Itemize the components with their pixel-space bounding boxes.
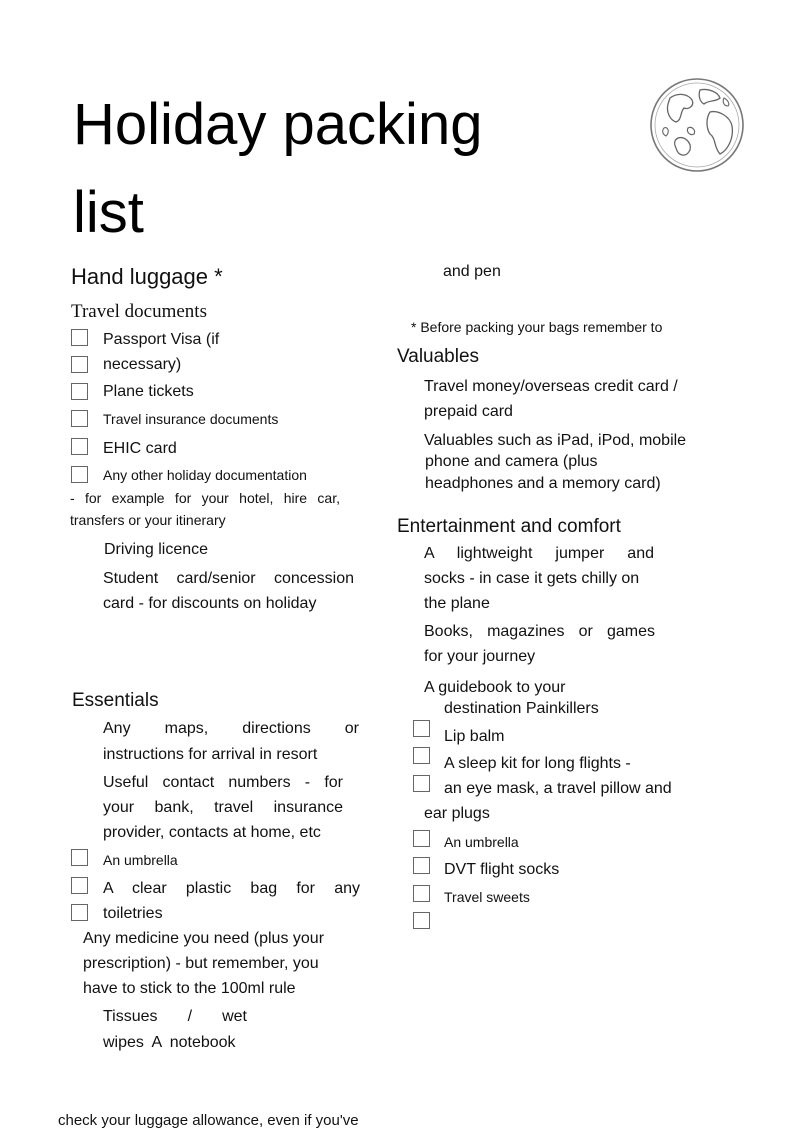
books-label: Books, magazines or games xyxy=(424,623,655,640)
page-title-line-1: Holiday packing xyxy=(73,92,483,157)
travel-money-label: Travel money/overseas credit card / xyxy=(424,378,678,395)
sleep-kit-label-end: ear plugs xyxy=(424,805,490,822)
packing-note: * Before packing your bags remember to xyxy=(411,319,663,335)
travel-insurance-label: Travel insurance documents xyxy=(103,411,279,427)
maps-label-cont: instructions for arrival in resort xyxy=(103,746,318,763)
ehic-checkbox[interactable] xyxy=(71,438,88,455)
other-docs-label-end: transfers or your itinerary xyxy=(70,512,226,528)
dvt-socks-checkbox[interactable] xyxy=(413,857,430,874)
contacts-label-end: provider, contacts at home, etc xyxy=(103,824,321,841)
plane-tickets-checkbox[interactable] xyxy=(71,383,88,400)
student-card-label-cont: card - for discounts on holiday xyxy=(103,595,317,612)
travel-documents-heading: Travel documents xyxy=(71,301,207,322)
travel-sweets-label: Travel sweets xyxy=(444,889,530,905)
lip-balm-checkbox[interactable] xyxy=(413,747,430,764)
sleep-kit-checkbox[interactable] xyxy=(413,775,430,792)
jumper-label-end: the plane xyxy=(424,595,490,612)
ehic-label: EHIC card xyxy=(103,440,177,457)
passport-label: Passport Visa (if xyxy=(103,331,220,348)
guidebook-label: A guidebook to your xyxy=(424,679,566,696)
globe-icon xyxy=(648,76,746,174)
valuables-heading: Valuables xyxy=(397,346,480,367)
passport-label-cont: necessary) xyxy=(103,356,182,373)
umbrella-right-checkbox[interactable] xyxy=(413,830,430,847)
valuables-item-label: Valuables such as iPad, iPod, mobile xyxy=(424,432,687,449)
painkillers-checkbox[interactable] xyxy=(413,720,430,737)
sleep-kit-label: A sleep kit for long flights - xyxy=(444,755,631,772)
travel-sweets-checkbox[interactable] xyxy=(413,885,430,902)
jumper-label-cont: socks - in case it gets chilly on xyxy=(424,570,640,587)
travel-insurance-checkbox[interactable] xyxy=(71,410,88,427)
other-docs-label-cont: - for example for your hotel, hire car, xyxy=(70,490,340,506)
lip-balm-label: Lip balm xyxy=(444,728,505,745)
passport-continued-checkbox[interactable] xyxy=(71,356,88,373)
other-docs-checkbox[interactable] xyxy=(71,466,88,483)
tissues-label: Tissues / wet xyxy=(103,1008,247,1025)
books-label-cont: for your journey xyxy=(424,648,536,665)
blank-checkbox[interactable] xyxy=(413,912,430,929)
valuables-item-label-cont: phone and camera (plus xyxy=(425,453,598,470)
umbrella-label: An umbrella xyxy=(103,852,178,868)
sleep-kit-label-cont: an eye mask, a travel pillow and xyxy=(444,780,672,797)
umbrella-right-label: An umbrella xyxy=(444,834,519,850)
dvt-socks-label: DVT flight socks xyxy=(444,861,560,878)
plastic-bag-checkbox[interactable] xyxy=(71,877,88,894)
essentials-heading: Essentials xyxy=(72,690,159,711)
maps-label: Any maps, directions or xyxy=(103,720,359,737)
footer-text: check your luggage allowance, even if you've xyxy=(58,1112,359,1129)
medicine-label: Any medicine you need (plus your xyxy=(83,930,325,947)
medicine-label-cont: prescription) - but remember, you xyxy=(83,955,319,972)
passport-checkbox[interactable] xyxy=(71,329,88,346)
contacts-label: Useful contact numbers - for xyxy=(103,774,343,791)
toiletries-checkbox[interactable] xyxy=(71,904,88,921)
other-docs-label: Any other holiday documentation xyxy=(103,467,307,483)
driving-licence-label: Driving licence xyxy=(104,541,209,558)
plane-tickets-label: Plane tickets xyxy=(103,383,194,400)
umbrella-checkbox[interactable] xyxy=(71,849,88,866)
plastic-bag-label-cont: toiletries xyxy=(103,905,163,922)
plastic-bag-label: A clear plastic bag for any xyxy=(103,880,360,897)
and-pen-label: and pen xyxy=(443,263,501,280)
jumper-label: A lightweight jumper and xyxy=(424,545,654,562)
medicine-label-end: have to stick to the 100ml rule xyxy=(83,980,296,997)
page-title-line-2: list xyxy=(73,180,144,245)
travel-money-label-cont: prepaid card xyxy=(424,403,513,420)
tissues-label-cont: wipes A notebook xyxy=(103,1034,236,1051)
valuables-item-label-end: headphones and a memory card) xyxy=(425,475,661,492)
student-card-label: Student card/senior concession xyxy=(103,570,354,587)
contacts-label-cont: your bank, travel insurance xyxy=(103,799,343,816)
entertainment-heading: Entertainment and comfort xyxy=(397,516,621,537)
hand-luggage-heading: Hand luggage * xyxy=(71,264,223,289)
guidebook-label-cont: destination Painkillers xyxy=(444,700,599,717)
